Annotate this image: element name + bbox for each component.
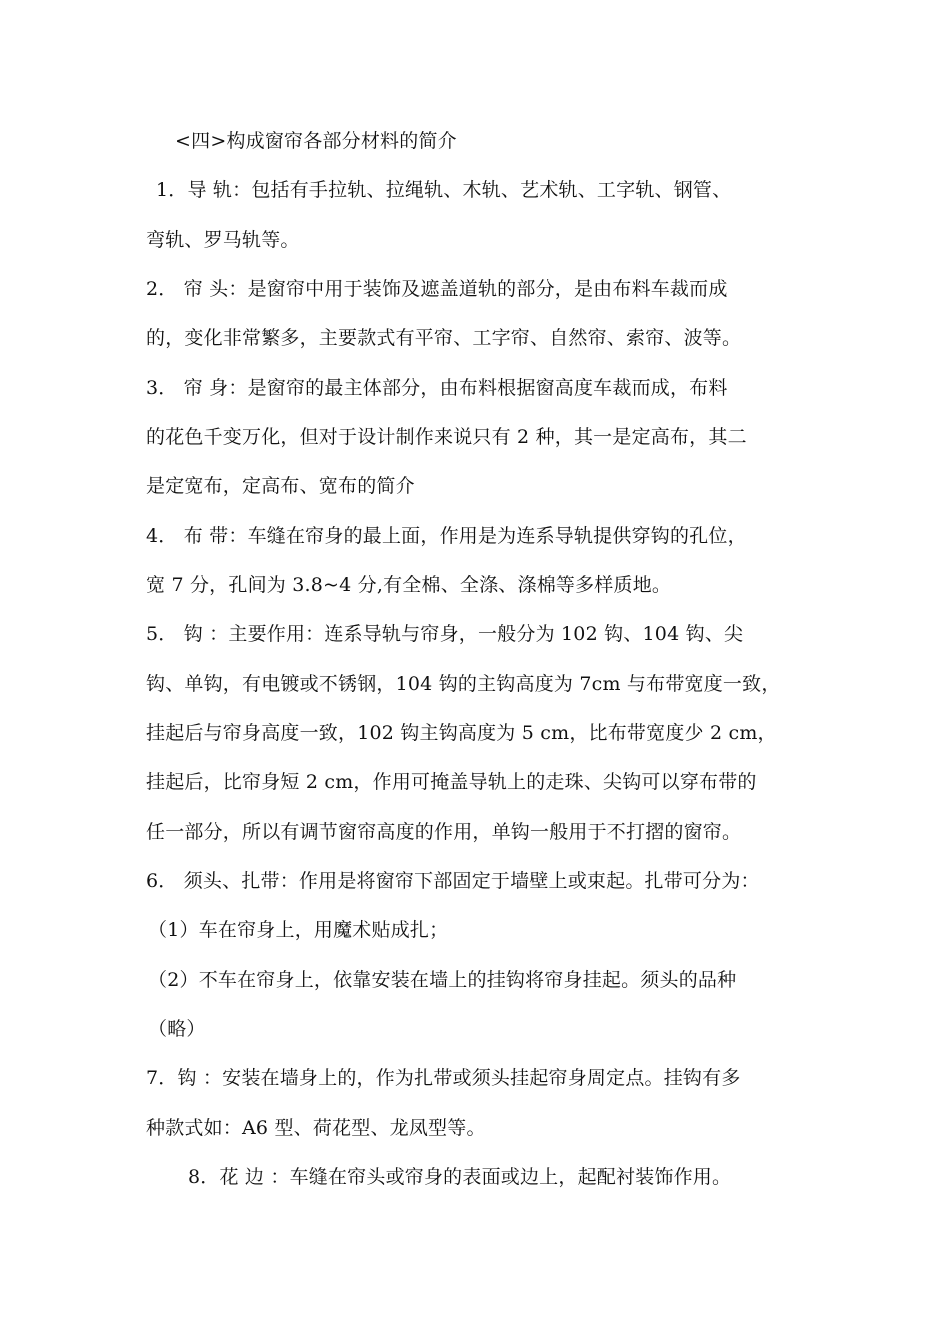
paragraph-line-2: 弯轨、罗马轨等。: [146, 229, 300, 251]
paragraph-line-7: 是定宽布，定高布、宽布的简介: [146, 475, 415, 497]
section-heading: <四>构成窗帘各部分材料的简介: [175, 130, 457, 152]
paragraph-line-17: （2）不车在帘身上，依靠安装在墙上的挂钩将帘身挂起。须头的品种: [148, 969, 737, 991]
paragraph-line-3: 2． 帘 头：是窗帘中用于装饰及遮盖道轨的部分，是由布料车裁而成: [146, 278, 728, 300]
paragraph-line-6: 的花色千变万化，但对于设计制作来说只有 2 种，其一是定高布，其二: [146, 426, 747, 448]
paragraph-line-16: （1）车在帘身上，用魔术贴成扎；: [148, 919, 449, 941]
paragraph-line-8: 4． 布 带：车缝在帘身的最上面，作用是为连系导轨提供穿钩的孔位，: [146, 525, 747, 547]
paragraph-line-12: 挂起后与帘身高度一致，102 钩主钩高度为 5 cm，比布带宽度少 2 cm，: [146, 722, 777, 744]
paragraph-line-21: 8．花 边 ：车缝在帘头或帘身的表面或边上，起配衬装饰作用。: [188, 1166, 732, 1188]
paragraph-line-20: 种款式如：A6 型、荷花型、龙凤型等。: [146, 1117, 486, 1139]
paragraph-line-13: 挂起后，比帘身短 2 cm，作用可掩盖导轨上的走珠、尖钩可以穿布带的: [146, 771, 757, 793]
paragraph-line-15: 6． 须头、扎带：作用是将窗帘下部固定于墙壁上或束起。扎带可分为：: [146, 870, 760, 892]
paragraph-line-14: 任一部分，所以有调节窗帘高度的作用，单钩一般用于不打摺的窗帘。: [146, 821, 742, 843]
paragraph-line-11: 钩、单钩，有电镀或不锈钢，104 钩的主钩高度为 7cm 与布带宽度一致，: [146, 673, 781, 695]
paragraph-line-1: 1．导 轨：包括有手拉轨、拉绳轨、木轨、艺术轨、工字轨、钢管、: [156, 179, 732, 201]
paragraph-line-9: 宽 7 分，孔间为 3.8~4 分,有全棉、全涤、涤棉等多样质地。: [146, 574, 672, 596]
paragraph-line-19: 7．钩 ：安装在墙身上的，作为扎带或须头挂起帘身周定点。挂钩有多: [146, 1067, 741, 1089]
paragraph-line-4: 的，变化非常繁多，主要款式有平帘、工字帘、自然帘、索帘、波等。: [146, 327, 742, 349]
paragraph-line-18: （略）: [148, 1018, 206, 1040]
paragraph-line-10: 5． 钩 ：主要作用：连系导轨与帘身，一般分为 102 钩、104 钩、尖: [146, 623, 744, 645]
paragraph-line-5: 3． 帘 身：是窗帘的最主体部分，由布料根据窗高度车裁而成，布料: [146, 377, 728, 399]
